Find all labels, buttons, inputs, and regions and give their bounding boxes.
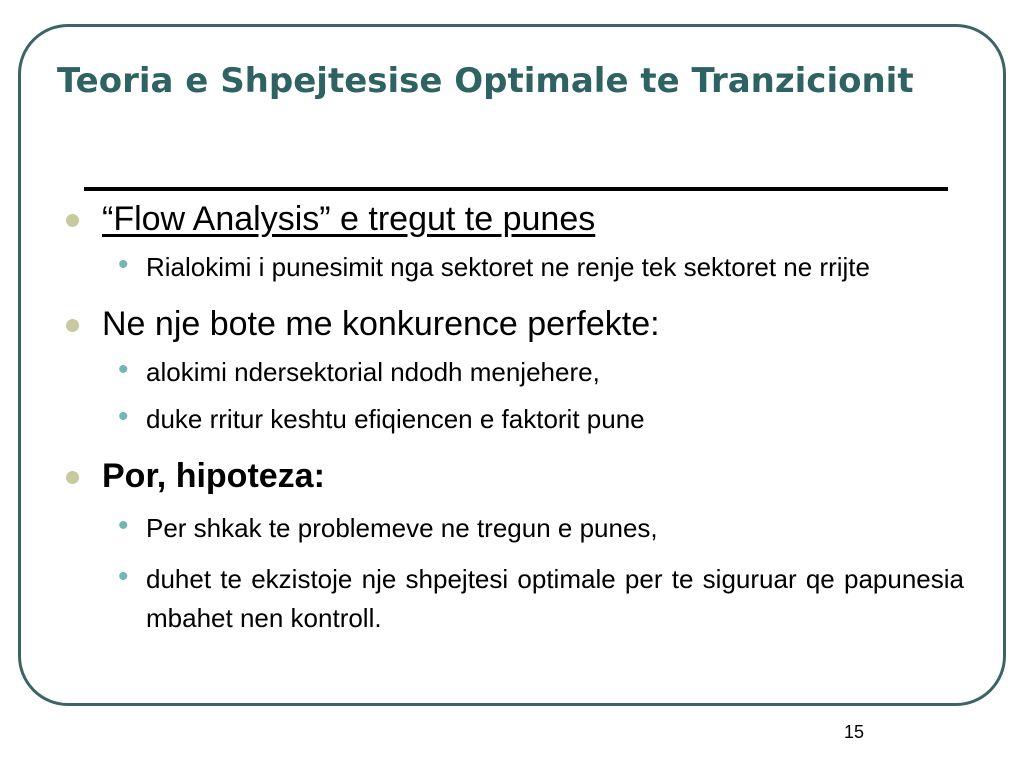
sub-bullet-text: duke rritur keshtu efiqiencen e faktorit pune: [146, 404, 645, 434]
sub-bullet-item: [60, 400, 964, 439]
sub-bullet-item: [60, 509, 964, 548]
sub-bullet-item: [60, 248, 964, 287]
bullet-item: [60, 453, 964, 499]
slide-title: Teoria e Shpejtesise Optimale te Tranzicionit: [57, 61, 914, 101]
bullet-text: Por, hipoteza:: [102, 457, 325, 495]
sub-bullet-text: alokimi ndersektorial ndodh menjehere,: [146, 357, 600, 387]
sub-bullet-dot-icon: •: [118, 353, 129, 386]
bullet-dot-icon: [66, 319, 79, 332]
page-number: 15: [844, 722, 865, 742]
sub-bullet-text: duhet te ekzistoje nje shpejtesi optimale per te siguruar qe papunesia mbahet nen kontroll.: [146, 564, 964, 633]
sub-bullet-dot-icon: •: [118, 560, 129, 593]
slide-body: [60, 196, 964, 638]
sub-bullet-dot-icon: •: [118, 248, 129, 281]
bullet-item: [60, 196, 964, 242]
title-divider: [84, 187, 948, 191]
bullet-dot-icon: [66, 214, 79, 227]
sub-bullet-dot-icon: •: [118, 509, 129, 542]
sub-bullet-item: [60, 560, 964, 638]
bullet-dot-icon: [66, 471, 79, 484]
sub-bullet-text: Rialokimi i punesimit nga sektoret ne renje tek sektoret ne rrijte: [146, 252, 870, 282]
bullet-item: [60, 301, 964, 347]
bullet-text: Ne nje bote me konkurence perfekte:: [102, 305, 660, 343]
sub-bullet-item: [60, 353, 964, 392]
sub-bullet-text: Per shkak te problemeve ne tregun e punes,: [146, 513, 658, 543]
sub-bullet-dot-icon: •: [118, 400, 129, 433]
bullet-text: “Flow Analysis” e tregut te punes: [102, 200, 596, 238]
